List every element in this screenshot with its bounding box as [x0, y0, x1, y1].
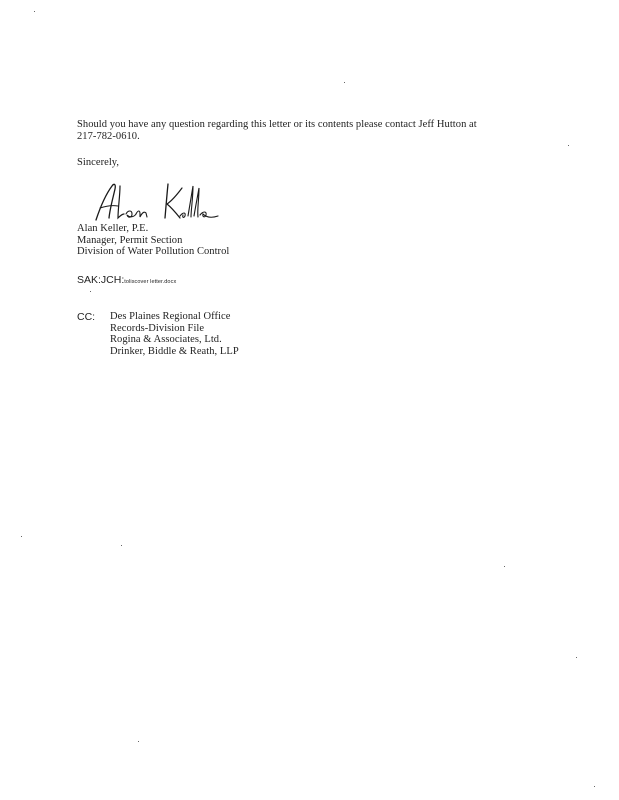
signer-division: Division of Water Pollution Control — [77, 246, 230, 257]
cc-recipient: Des Plaines Regional Office — [110, 311, 231, 322]
initials-code: SAK:JCH: — [77, 274, 125, 286]
signer-name: Alan Keller, P.E. — [77, 223, 149, 234]
scan-speck — [21, 536, 22, 537]
scan-speck — [138, 741, 139, 742]
signature-block — [77, 223, 229, 258]
document-filename: toliscover letter.docx — [124, 279, 177, 285]
reference-initials — [77, 274, 176, 286]
salutation: Sincerely, — [77, 157, 120, 168]
scan-speck — [504, 566, 505, 567]
cc-recipient: Drinker, Biddle & Reath, LLP — [110, 345, 239, 357]
scan-speck — [90, 291, 91, 292]
scan-speck — [568, 145, 569, 146]
cc-label: CC: — [77, 311, 96, 323]
cc-recipient: Rogina & Associates, Ltd. — [110, 334, 222, 345]
cc-recipient-list — [110, 311, 239, 357]
scan-speck — [121, 545, 122, 546]
handwritten-signature — [90, 180, 220, 224]
scan-speck — [594, 786, 595, 787]
scan-speck — [34, 11, 35, 12]
signer-title: Manager, Permit Section — [77, 234, 183, 246]
cc-recipient: Records-Division File — [110, 322, 205, 334]
scan-speck — [344, 82, 345, 83]
closing-paragraph — [77, 119, 477, 143]
scan-speck — [576, 657, 577, 658]
closing-line-1: Should you have any question regarding this letter or its contents please contact Jeff Hutton at — [77, 119, 477, 130]
closing-line-2: 217-782-0610. — [77, 131, 140, 142]
